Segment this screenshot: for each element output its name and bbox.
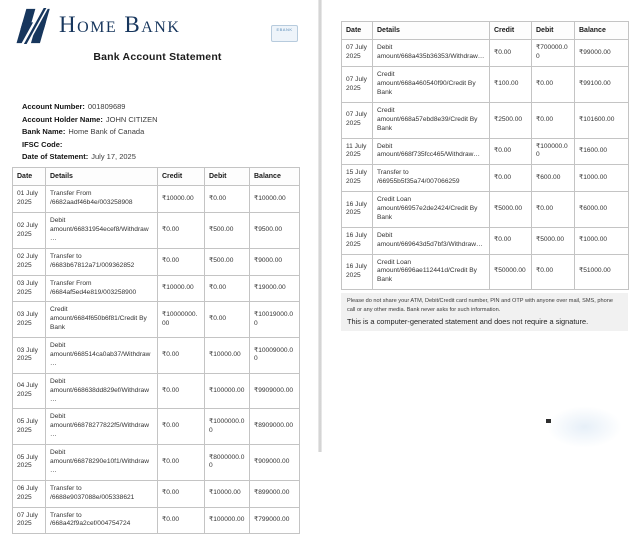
table-row (342, 227, 629, 254)
cell-credit: ₹0.00 (158, 409, 205, 445)
statement-page-1 (0, 0, 319, 528)
cell-details: Debit amount/668514ca0ab37/Withdraw… (46, 338, 158, 374)
bank-brand-name: Home Bank (59, 12, 181, 37)
cell-balance: ₹9000.00 (250, 248, 300, 275)
cell-debit: ₹600.00 (532, 165, 575, 192)
column-header-date: Date (13, 167, 46, 185)
cell-debit: ₹10000.00 (205, 480, 250, 507)
watermark-smudge (547, 406, 622, 448)
account-info-value: Home Bank of Canada (68, 127, 145, 137)
cell-debit: ₹700000.00 (532, 40, 575, 67)
cell-balance: ₹10019000.00 (250, 302, 300, 338)
cell-details: Debit amount/66878277822f5/Withdraw… (46, 409, 158, 445)
table-row (342, 138, 629, 165)
home-bank-logo-icon (12, 8, 52, 44)
table-row (342, 165, 629, 192)
column-header-details: Details (373, 22, 490, 40)
cell-date: 03 July 2025 (13, 302, 46, 338)
cell-credit: ₹5000.00 (490, 192, 532, 228)
table-row (13, 338, 300, 374)
table-header-row (13, 167, 300, 185)
cell-details: Credit amount/668a460540f90/Credit By Bank (373, 67, 490, 103)
cell-credit: ₹0.00 (158, 445, 205, 481)
cell-date: 03 July 2025 (13, 338, 46, 374)
table-header-row (342, 22, 629, 40)
cell-balance: ₹99000.00 (575, 40, 629, 67)
cell-balance: ₹9909000.00 (250, 373, 300, 409)
cell-date: 16 July 2025 (342, 192, 373, 228)
cell-debit: ₹0.00 (205, 186, 250, 213)
cell-details: Transfer to /6688e9037088e/005338621 (46, 480, 158, 507)
table-row (342, 192, 629, 228)
table-row (13, 186, 300, 213)
account-info-label: IFSC Code: (22, 139, 63, 149)
cell-credit: ₹0.00 (158, 507, 205, 534)
cell-credit: ₹10000.00 (158, 186, 205, 213)
column-header-credit: Credit (158, 167, 205, 185)
cell-details: Credit Loan amount/66957e2de2424/Credit By Bank (373, 192, 490, 228)
cell-balance: ₹799000.00 (250, 507, 300, 534)
column-header-debit: Debit (532, 22, 575, 40)
cell-credit: ₹0.00 (158, 480, 205, 507)
cell-balance: ₹6000.00 (575, 192, 629, 228)
cell-details: Debit amount/668f735fcc465/Withdraw… (373, 138, 490, 165)
cell-credit: ₹0.00 (158, 373, 205, 409)
cell-date: 07 July 2025 (13, 507, 46, 534)
account-info-label: Date of Statement: (22, 152, 89, 162)
cell-debit: ₹100000.00 (205, 507, 250, 534)
cell-credit: ₹0.00 (490, 40, 532, 67)
transactions-table-page1 (12, 167, 300, 534)
table-row (342, 254, 629, 290)
account-info-line (22, 114, 303, 127)
table-row (342, 102, 629, 138)
table-row (13, 248, 300, 275)
cell-details: Transfer to /668a42f9a2cef/004754724 (46, 507, 158, 534)
account-info-label: Account Number: (22, 102, 85, 111)
account-info-value: JOHN CITIZEN (105, 114, 158, 124)
account-info-line (22, 101, 303, 114)
account-info (22, 101, 303, 164)
account-info-line (22, 126, 303, 139)
cell-date: 07 July 2025 (342, 67, 373, 103)
cell-debit: ₹1000000.00 (205, 409, 250, 445)
column-header-balance: Balance (575, 22, 629, 40)
cell-debit: ₹5000.00 (532, 227, 575, 254)
cell-debit: ₹500.00 (205, 248, 250, 275)
statement-page-2 (322, 0, 640, 452)
cell-credit: ₹10000000.00 (158, 302, 205, 338)
cell-credit: ₹0.00 (158, 248, 205, 275)
cell-details: Transfer From /6684af5ed4e819/003258900 (46, 275, 158, 302)
table-row (13, 302, 300, 338)
cell-date: 16 July 2025 (342, 227, 373, 254)
cell-credit: ₹10000.00 (158, 275, 205, 302)
table-row (13, 409, 300, 445)
cell-debit: ₹0.00 (532, 192, 575, 228)
cell-credit: ₹100.00 (490, 67, 532, 103)
cell-date: 06 July 2025 (13, 480, 46, 507)
cell-balance: ₹1000.00 (575, 165, 629, 192)
cell-debit: ₹10000.00 (205, 338, 250, 374)
cell-credit: ₹0.00 (490, 165, 532, 192)
account-info-value: 001809689 (87, 102, 126, 111)
cell-balance: ₹101600.00 (575, 102, 629, 138)
account-info-line (22, 139, 303, 152)
cell-details: Credit amount/6684f650b6f81/Credit By Bank (46, 302, 158, 338)
security-notice-text: Please do not share your ATM, Debit/Credit card number, PIN and OTP with anyone over mail, SMS, phone call or any other media. Bank never asks for such information. (347, 298, 613, 313)
ebank-stamp: EBANK (271, 25, 298, 42)
cell-date: 01 July 2025 (13, 186, 46, 213)
cell-debit: ₹0.00 (532, 67, 575, 103)
cell-date: 04 July 2025 (13, 373, 46, 409)
cell-date: 07 July 2025 (342, 102, 373, 138)
generated-statement-text: This is a computer-generated statement and does not require a signature. (347, 316, 589, 326)
cell-balance: ₹1600.00 (575, 138, 629, 165)
cell-balance: ₹19000.00 (250, 275, 300, 302)
cell-details: Debit amount/668a435b36353/Withdraw… (373, 40, 490, 67)
security-notice (341, 293, 628, 330)
table-row (13, 480, 300, 507)
column-header-debit: Debit (205, 167, 250, 185)
cell-debit: ₹0.00 (532, 254, 575, 290)
cell-details: Debit amount/66878290e10f1/Withdraw… (46, 445, 158, 481)
cell-date: 11 July 2025 (342, 138, 373, 165)
column-header-details: Details (46, 167, 158, 185)
cell-details: Transfer to /66955b5f35a74/007066259 (373, 165, 490, 192)
cell-date: 02 July 2025 (13, 248, 46, 275)
cell-credit: ₹2500.00 (490, 102, 532, 138)
cell-debit: ₹500.00 (205, 213, 250, 249)
table-row (13, 507, 300, 534)
table-row (342, 67, 629, 103)
page-title: Bank Account Statement (93, 51, 222, 63)
cell-details: Transfer to /6683b67812a71/009362852 (46, 248, 158, 275)
cell-balance: ₹10009000.00 (250, 338, 300, 374)
cell-date: 03 July 2025 (13, 275, 46, 302)
cell-details: Credit amount/668a57ebd8e39/Credit By Bank (373, 102, 490, 138)
cell-balance: ₹1000.00 (575, 227, 629, 254)
cell-balance: ₹9500.00 (250, 213, 300, 249)
account-info-line (22, 151, 303, 164)
cell-date: 05 July 2025 (13, 445, 46, 481)
cell-balance: ₹99100.00 (575, 67, 629, 103)
cell-balance: ₹10000.00 (250, 186, 300, 213)
table-row (13, 373, 300, 409)
transactions-table-page2 (341, 21, 629, 290)
table-row (342, 40, 629, 67)
cell-credit: ₹0.00 (158, 338, 205, 374)
brand-header (12, 6, 303, 46)
cell-balance: ₹8909000.00 (250, 409, 300, 445)
account-info-label: Bank Name: (22, 127, 66, 137)
column-header-balance: Balance (250, 167, 300, 185)
cell-credit: ₹50000.00 (490, 254, 532, 290)
cell-details: Debit amount/668638dd829ef/Withdraw… (46, 373, 158, 409)
cell-date: 16 July 2025 (342, 254, 373, 290)
table-row (13, 445, 300, 481)
account-info-label: Account Holder Name: (22, 114, 103, 124)
cell-credit: ₹0.00 (490, 227, 532, 254)
cell-date: 07 July 2025 (342, 40, 373, 67)
cell-date: 15 July 2025 (342, 165, 373, 192)
cell-balance: ₹899000.00 (250, 480, 300, 507)
cell-details: Transfer From /6682aadf46b4e/003258908 (46, 186, 158, 213)
cell-date: 02 July 2025 (13, 213, 46, 249)
cell-credit: ₹0.00 (158, 213, 205, 249)
cell-debit: ₹8000000.00 (205, 445, 250, 481)
column-header-date: Date (342, 22, 373, 40)
cell-balance: ₹51000.00 (575, 254, 629, 290)
cell-debit: ₹100000.00 (205, 373, 250, 409)
cell-balance: ₹909000.00 (250, 445, 300, 481)
cell-debit: ₹100000.00 (532, 138, 575, 165)
cell-date: 05 July 2025 (13, 409, 46, 445)
table-row (13, 275, 300, 302)
account-info-value: July 17, 2025 (91, 152, 136, 162)
cell-debit: ₹0.00 (205, 275, 250, 302)
column-header-credit: Credit (490, 22, 532, 40)
cell-credit: ₹0.00 (490, 138, 532, 165)
table-row (13, 213, 300, 249)
cell-details: Debit amount/66831954ecef8/Withdraw… (46, 213, 158, 249)
cell-details: Debit amount/669643d5d7bf3/Withdraw… (373, 227, 490, 254)
cell-debit: ₹0.00 (532, 102, 575, 138)
cell-details: Credit Loan amount/6696ae112441d/Credit By Bank (373, 254, 490, 290)
cell-debit: ₹0.00 (205, 302, 250, 338)
